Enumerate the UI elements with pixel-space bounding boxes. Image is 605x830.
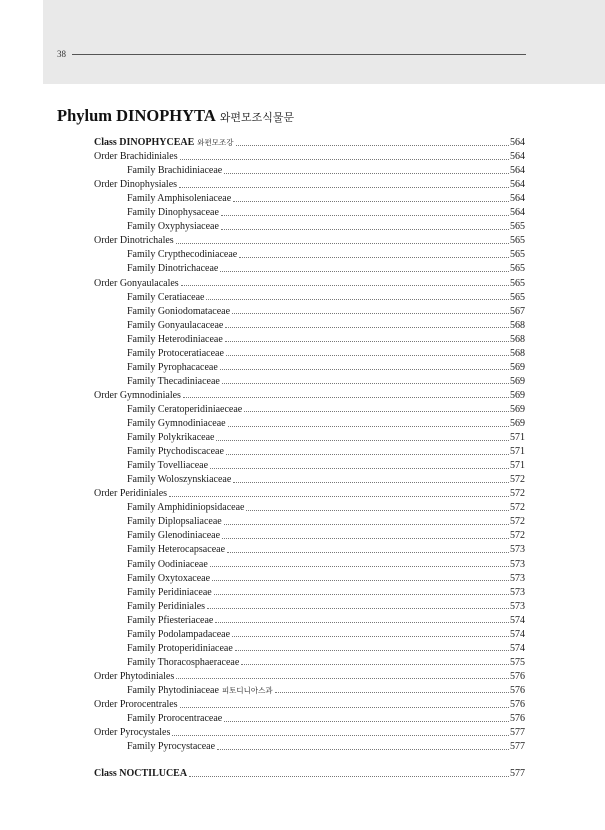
toc-family-entry — [0, 319, 525, 333]
toc-family-entry — [0, 473, 525, 487]
toc-entry-page-number: 564 — [510, 165, 525, 177]
toc-dot-leader — [215, 622, 509, 623]
toc-dot-leader — [232, 313, 509, 314]
toc-dot-leader — [226, 454, 509, 455]
toc-entry-label: Family Thoracosphaeraceae — [127, 656, 240, 668]
phylum-title — [57, 106, 294, 126]
toc-entry-label: Family Oodiniaceae — [127, 558, 208, 570]
toc-entry-label: Family Polykrikaceae — [127, 432, 215, 444]
toc-order-entry — [0, 277, 525, 291]
toc-entry-page-number: 569 — [510, 418, 525, 429]
toc-dot-leader — [221, 215, 509, 216]
toc-family-entry — [0, 529, 525, 543]
toc-order-entry — [0, 234, 525, 248]
toc-entry-page-number: 577 — [510, 768, 525, 780]
toc-entry-korean-name: 피토디니아스과 — [221, 685, 273, 695]
toc-entry-label: Family Peridiniales — [127, 600, 206, 612]
toc-entry-page-number: 576 — [510, 684, 525, 696]
toc-dot-leader — [176, 678, 509, 679]
toc-class-entry — [0, 136, 525, 150]
toc-entry-label: Family Phytodiniaceae — [127, 684, 219, 696]
toc-entry-label: Family Podolampadaceae — [127, 628, 231, 640]
toc-entry-label: Family Diplopsaliaceae — [127, 516, 222, 528]
toc-dot-leader — [220, 369, 509, 370]
toc-dot-leader — [169, 496, 509, 497]
toc-entry-page-number: 577 — [510, 741, 525, 753]
toc-entry-label: Family Pyrocystaceae — [127, 741, 216, 753]
toc-entry-page-number: 569 — [510, 403, 525, 415]
toc-dot-leader — [181, 285, 509, 286]
toc-entry-page-number: 572 — [510, 488, 525, 500]
toc-entry-label: Order Dinophysiales — [94, 179, 178, 191]
toc-dot-leader — [221, 229, 509, 230]
toc-entry-label: Family Heterodiniaceae — [127, 333, 223, 345]
toc-entry-page-number: 577 — [510, 727, 525, 739]
toc-family-entry — [0, 375, 525, 389]
toc-entry-page-number: 571 — [510, 460, 525, 472]
toc-entry-page-number: 572 — [510, 516, 525, 528]
toc-dot-leader — [275, 692, 509, 693]
toc-entry-page-number: 575 — [510, 656, 525, 668]
toc-family-entry — [0, 431, 525, 445]
toc-dot-leader — [176, 243, 509, 244]
toc-dot-leader — [214, 594, 509, 595]
toc-family-entry — [0, 656, 525, 670]
toc-dot-leader — [233, 201, 509, 202]
toc-entry-label: Family Oxytoxaceae — [127, 572, 211, 584]
toc-entry-korean-name: 와편모조강 — [197, 138, 234, 147]
toc-entry-page-number: 565 — [510, 291, 525, 303]
toc-entry-page-number: 576 — [510, 670, 525, 682]
toc-entry-label: Family Gonyaulacaceae — [127, 319, 224, 331]
toc-dot-leader — [206, 299, 509, 300]
toc-entry-label: Family Gymnodiniaceae — [127, 418, 226, 429]
toc-entry-label: Class DINOPHYCEAE — [94, 137, 195, 148]
toc-family-entry — [0, 445, 525, 459]
phylum-title-text: Phylum DINOPHYTA — [57, 106, 216, 125]
toc-entry-label: Family Amphidiniopsidaceae — [127, 502, 245, 514]
toc-family-entry — [0, 628, 525, 642]
toc-entry-label: Family Pyrophacaceae — [127, 361, 218, 373]
toc-family-entry — [0, 192, 525, 206]
toc-class-entry — [0, 767, 525, 781]
toc-entry-page-number: 565 — [510, 235, 525, 247]
toc-entry-page-number: 572 — [510, 474, 525, 486]
toc-family-entry — [0, 305, 525, 319]
toc-dot-leader — [210, 468, 509, 469]
toc-dot-leader — [228, 426, 509, 427]
toc-family-entry — [0, 164, 525, 178]
toc-family-entry — [0, 220, 525, 234]
toc-entry-label: Family Dinophysaceae — [127, 207, 219, 219]
toc-dot-leader — [225, 341, 509, 342]
toc-family-entry — [0, 600, 525, 614]
toc-dot-leader — [224, 524, 509, 525]
toc-entry-page-number: 574 — [510, 614, 525, 626]
toc-dot-leader — [220, 271, 509, 272]
toc-entry-label: Family Woloszynskiaceae — [127, 474, 232, 486]
toc-order-entry — [0, 698, 525, 712]
toc-family-entry — [0, 403, 525, 417]
toc-order-entry — [0, 726, 525, 740]
toc-entry-page-number: 573 — [510, 544, 525, 556]
toc-entry-label: Family Ptychodiscaceae — [127, 446, 224, 458]
toc-entry-label: Order Prorocentrales — [94, 699, 178, 710]
toc-dot-leader — [210, 566, 509, 567]
header-rule — [72, 54, 526, 55]
toc-entry-page-number: 568 — [510, 319, 525, 331]
toc-entry-label: Family Crypthecodiniaceae — [127, 249, 238, 261]
toc-entry-page-number: 569 — [510, 361, 525, 373]
toc-entry-page-number: 574 — [510, 628, 525, 640]
toc-dot-leader — [236, 145, 509, 146]
toc-entry-label: Order Pyrocystales — [94, 727, 171, 739]
toc-family-entry — [0, 333, 525, 347]
toc-dot-leader — [224, 173, 509, 174]
toc-entry-label: Order Phytodiniales — [94, 670, 175, 682]
header-band — [43, 0, 605, 84]
toc-dot-leader — [189, 776, 509, 777]
toc-family-entry — [0, 543, 525, 557]
toc-entry-page-number: 571 — [510, 446, 525, 458]
toc-entry-label: Family Ceratiaceae — [127, 291, 205, 303]
phylum-title-korean: 와편모조식물문 — [219, 111, 295, 124]
toc-entry-page-number: 572 — [510, 530, 525, 542]
toc-family-entry — [0, 291, 525, 305]
toc-entry-page-number: 576 — [510, 699, 525, 710]
toc-entry-label: Family Dinotrichaceae — [127, 263, 219, 275]
page-number: 38 — [57, 49, 66, 59]
toc-order-entry — [0, 150, 525, 164]
toc-entry-label: Order Dinotrichales — [94, 235, 174, 247]
toc-entry-page-number: 564 — [510, 137, 525, 148]
toc-dot-leader — [225, 327, 509, 328]
toc-family-entry — [0, 248, 525, 262]
toc-dot-leader — [222, 538, 509, 539]
toc-dot-leader — [172, 735, 509, 736]
toc-entry-label: Family Glenodiniaceae — [127, 530, 221, 542]
toc-entry-page-number: 568 — [510, 347, 525, 359]
toc-family-entry — [0, 572, 525, 586]
toc-entry-label: Order Peridiniales — [94, 488, 168, 500]
toc-order-entry — [0, 487, 525, 501]
toc-dot-leader — [246, 510, 509, 511]
toc-family-entry — [0, 206, 525, 220]
toc-dot-leader — [235, 650, 509, 651]
toc-entry-page-number: 564 — [510, 193, 525, 205]
toc-dot-leader — [233, 482, 509, 483]
toc-entry-page-number: 574 — [510, 642, 525, 654]
toc-entry-page-number: 567 — [510, 305, 525, 317]
toc-entry-page-number: 573 — [510, 600, 525, 612]
toc-entry-page-number: 564 — [510, 179, 525, 191]
toc-order-entry — [0, 178, 525, 192]
toc-dot-leader — [180, 707, 509, 708]
toc-family-entry — [0, 684, 525, 698]
toc-family-entry — [0, 614, 525, 628]
toc-dot-leader — [227, 552, 509, 553]
toc-entry-page-number: 569 — [510, 375, 525, 387]
toc-dot-leader — [183, 397, 509, 398]
toc-entry-label: Order Gymnodiniales — [94, 389, 181, 401]
toc-entry-page-number: 564 — [510, 151, 525, 163]
toc-entry-label: Family Prorocentraceae — [127, 713, 223, 725]
toc-family-entry — [0, 361, 525, 375]
toc-entry-label: Family Tovelliaceae — [127, 460, 209, 472]
toc-family-entry — [0, 262, 525, 276]
toc-family-entry — [0, 501, 525, 515]
toc-dot-leader — [241, 664, 509, 665]
toc-dot-leader — [217, 749, 509, 750]
toc-entry-label: Family Thecadiniaceae — [127, 375, 220, 387]
toc-entry-page-number: 569 — [510, 389, 525, 401]
toc-entry-page-number: 564 — [510, 207, 525, 219]
toc-entry-page-number: 573 — [510, 558, 525, 570]
toc-family-entry — [0, 586, 525, 600]
toc-dot-leader — [222, 383, 509, 384]
toc-family-entry — [0, 642, 525, 656]
toc-family-entry — [0, 558, 525, 572]
toc-entry-page-number: 565 — [510, 263, 525, 275]
toc-family-entry — [0, 347, 525, 361]
toc-entry-page-number: 576 — [510, 713, 525, 725]
toc-dot-leader — [180, 159, 509, 160]
toc-dot-leader — [226, 355, 509, 356]
toc-entry-page-number: 565 — [510, 249, 525, 261]
toc-family-entry — [0, 459, 525, 473]
toc-entry-label: Family Protoperidiniaceae — [127, 642, 233, 654]
toc-entry-label: Order Gonyaulacales — [94, 277, 179, 289]
toc-family-entry — [0, 712, 525, 726]
toc-entry-page-number: 565 — [510, 277, 525, 289]
toc-entry-page-number: 573 — [510, 572, 525, 584]
toc-entry-page-number: 568 — [510, 333, 525, 345]
toc-order-entry — [0, 670, 525, 684]
toc-dot-leader — [239, 257, 509, 258]
toc-entry-page-number: 573 — [510, 586, 525, 598]
toc-dot-leader — [179, 187, 509, 188]
toc-dot-leader — [232, 636, 509, 637]
toc-dot-leader — [216, 440, 509, 441]
toc-dot-leader — [212, 580, 509, 581]
toc-entry-label: Class NOCTILUCEA — [94, 768, 188, 780]
toc-dot-leader — [207, 608, 509, 609]
toc-entry-label: Family Ceratoperidiniaeceae — [127, 403, 243, 415]
toc-entry-label: Family Brachidiniaceae — [127, 165, 223, 177]
toc-entry-page-number: 571 — [510, 432, 525, 444]
toc-entry-label: Family Amphisoleniaceae — [127, 193, 232, 205]
toc-entry-label: Family Protoceratiaceae — [127, 347, 224, 359]
toc-family-entry — [0, 515, 525, 529]
toc-entry-label: Order Brachidiniales — [94, 151, 178, 163]
toc-entry-page-number: 572 — [510, 502, 525, 514]
toc-entry-label: Family Pfiesteriaceae — [127, 614, 214, 626]
toc-family-entry — [0, 417, 525, 431]
toc-order-entry — [0, 389, 525, 403]
toc-entry-label: Family Heterocapsaceae — [127, 544, 226, 556]
toc-dot-leader — [224, 721, 509, 722]
toc-entry-label: Family Oxyphysiaceae — [127, 221, 219, 233]
toc-family-entry — [0, 740, 525, 754]
toc-entry-label: Family Goniodomataceae — [127, 305, 231, 317]
toc-entry-page-number: 565 — [510, 221, 525, 233]
toc-dot-leader — [244, 411, 509, 412]
toc-entry-label: Family Peridiniaceae — [127, 586, 212, 598]
